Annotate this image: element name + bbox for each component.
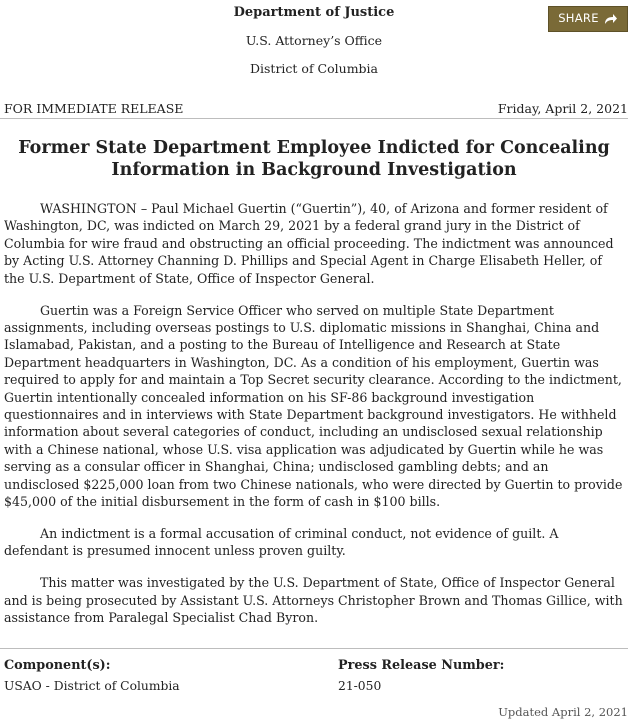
paragraph-3: An indictment is a formal accusation of criminal conduct, not evidence of guilt. A defendant is presumed innocent unless proven guilty.	[4, 525, 559, 559]
component-value: USAO - District of Columbia	[4, 679, 180, 694]
release-bar	[0, 100, 628, 119]
paragraph-4: This matter was investigated by the U.S. Department of State, Office of Inspector General and is being prosecuted by Assistant U.S. Attorneys Christopher Brown and Thomas Gillice, with assistance from Paralegal Specialist Chad Byron.	[4, 575, 623, 626]
share-arrow-icon	[604, 13, 618, 25]
component-label: Component(s):	[4, 658, 111, 673]
page-header	[0, 0, 640, 90]
immediate-release-label: FOR IMMEDIATE RELEASE	[4, 101, 184, 116]
district-name: District of Columbia	[250, 61, 378, 76]
component-section	[4, 657, 180, 696]
share-button[interactable]	[548, 6, 628, 32]
department-name: Department of Justice	[233, 5, 395, 20]
release-number-section	[338, 657, 504, 696]
page-title: Former State Department Employee Indicted for Concealing Information in Background Investigation	[18, 138, 610, 180]
paragraph-1: WASHINGTON – Paul Michael Guertin (“Guertin”), 40, of Arizona and former resident of Washington, DC, was indicted on March 29, 2021 by a federal grand jury in the District of Columbia for wire fraud and obstructing an official proceeding. The indictment was announced by Acting U.S. Attorney Channing D. Phillips and Special Agent in Charge Elisabeth Heller, of the U.S. Department of State, Office of Inspector General.	[4, 201, 614, 286]
release-footer	[0, 648, 628, 694]
release-date: Friday, April 2, 2021	[497, 101, 628, 116]
paragraph-2: Guertin was a Foreign Service Officer who served on multiple State Department assignments, including overseas postings to U.S. diplomatic missions in Shanghai, China and Islamabad, Pakistan, and a posting to the Bureau of Intelligence and Research at State Department headquarters in Washington, DC. As a condition of his employment, Guertin was required to apply for and maintain a Top Secret security clearance. According to the indictment, Guertin intentionally concealed information on his SF-86 background investigation questionnaires and in interviews with State Department background investigators. He withheld information about several categories of conduct, including an undisclosed sexual relationship with a Chinese national, whose U.S. visa application was adjudicated by Guertin while he was serving as a consular officer in Shanghai, China; undisclosed gambling debts; and an undisclosed $225,000 loan from two Chinese nationals, who were directed by Guertin to provide $45,000 of the initial disbursement in the form of cash in $100 bills.	[4, 302, 623, 509]
share-label: SHARE	[558, 11, 599, 26]
release-number-value: 21-050	[338, 679, 382, 694]
updated-date: Updated April 2, 2021	[498, 705, 628, 719]
office-name: U.S. Attorney’s Office	[245, 33, 383, 48]
article-body	[4, 200, 624, 641]
release-number-label: Press Release Number:	[338, 658, 505, 673]
